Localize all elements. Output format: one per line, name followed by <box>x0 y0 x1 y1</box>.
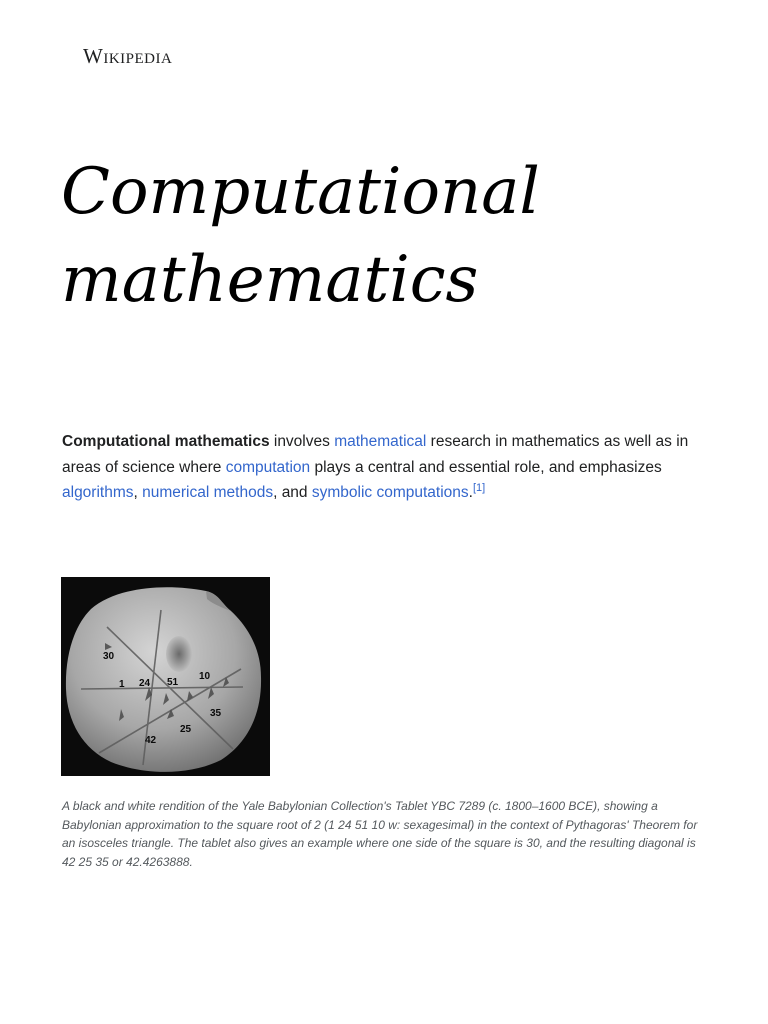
lead-text-3: plays a central and essential role, and emphasizes <box>310 458 662 476</box>
citation-link[interactable]: [1] <box>472 481 486 494</box>
link-computation[interactable]: computation <box>225 458 311 476</box>
tablet-number-42: 42 <box>145 735 157 746</box>
lead-text-4: , <box>133 484 143 501</box>
figure-caption: A black and white rendition of the Yale Babylonian Collection's Tablet YBC 7289 (c. 1800–1600 BCE), showing a Babylonian approximation to the square root of 2 (1 24 51 10 w: sexagesimal) in the context of Pythagoras' Theorem for an isosceles triangle. The tablet also gives an example where one side of the square is 30, and the resulting diagonal is 42 25 35 or 42.4263888. <box>62 799 698 869</box>
tablet-number-51: 51 <box>167 677 179 688</box>
link-symbolic-computations[interactable]: symbolic computations <box>311 484 469 501</box>
page-title <box>61 148 721 324</box>
tablet-number-25: 25 <box>180 724 192 735</box>
tablet-number-10: 10 <box>199 671 211 682</box>
tablet-body <box>66 587 261 772</box>
page-title-line-1: Computational <box>61 155 540 229</box>
tablet-number-30: 30 <box>103 651 115 662</box>
wikipedia-wordmark[interactable]: Wikipedia <box>83 44 173 68</box>
lead-paragraph <box>62 429 712 506</box>
link-algorithms[interactable]: algorithms <box>62 484 134 501</box>
lead-text-2: research in mathematics as well as in areas of science where <box>62 433 689 476</box>
tablet-illustration <box>61 577 270 776</box>
lead-text-5: , and <box>273 484 312 501</box>
lead-text-6: . <box>468 484 473 501</box>
page-title-line-2: mathematics <box>61 243 479 317</box>
tablet-pit <box>166 636 192 672</box>
link-mathematical[interactable]: mathematical <box>334 433 427 450</box>
figure-image-ybc7289-tablet[interactable] <box>61 577 270 776</box>
lead-text-1: involves <box>269 433 335 450</box>
link-numerical-methods[interactable]: numerical methods <box>142 484 274 501</box>
tablet-number-24: 24 <box>139 678 151 689</box>
tablet-number-35: 35 <box>210 708 222 719</box>
tablet-number-1: 1 <box>119 679 125 690</box>
bold-term: Computational mathematics <box>62 433 270 450</box>
